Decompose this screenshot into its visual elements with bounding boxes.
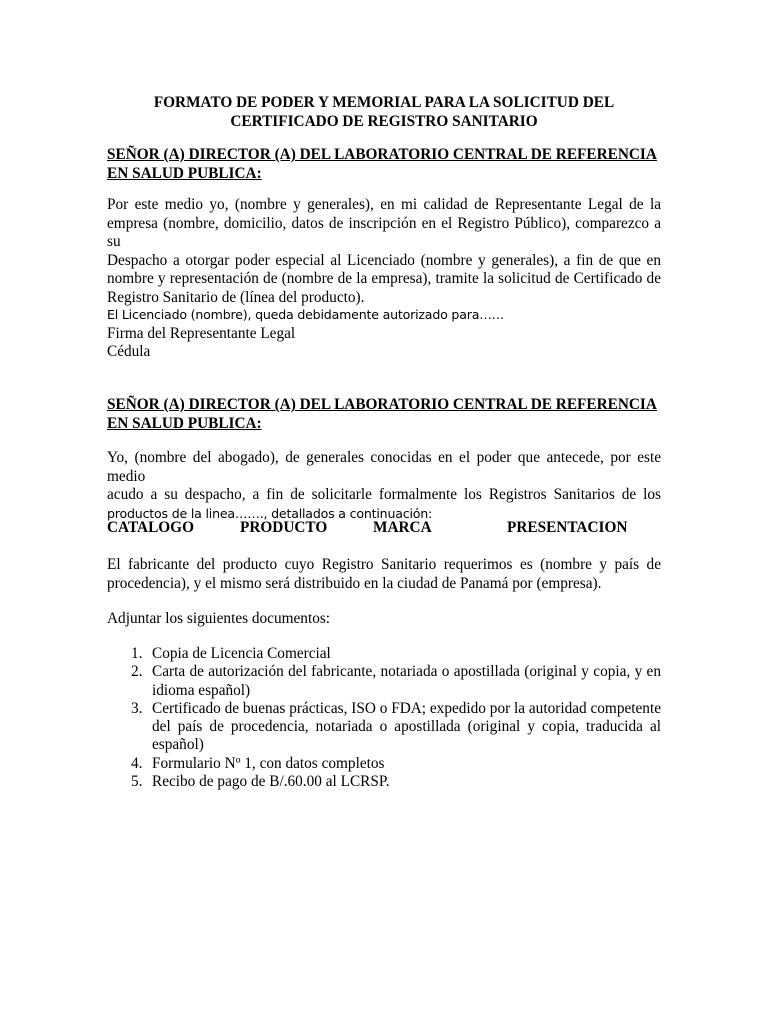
list-item-number: 3. — [131, 699, 143, 717]
attachments-intro — [107, 610, 661, 629]
product-columns-row — [107, 519, 661, 539]
documents-list — [107, 645, 661, 791]
list-item — [107, 663, 661, 700]
title-line-2: CERTIFICADO DE REGISTRO SANITARIO — [230, 112, 538, 130]
list-item — [107, 700, 661, 755]
paragraph-line: Por este medio yo, (nombre y generales), en mi calidad de Representante Legal de la — [107, 196, 661, 213]
paragraph-line: empresa (nombre, domicilio, datos de inscripción en el Registro Público), comparezco a su — [107, 214, 661, 250]
document-title — [107, 94, 661, 131]
paragraph-line: Registro Sanitario de (línea del producto). — [107, 288, 365, 306]
list-item-number: 4. — [131, 754, 143, 772]
list-item-text: Formulario Nº 1, con datos completos — [152, 754, 385, 772]
column-catalogo: CATALOGO — [107, 519, 194, 536]
paragraph-line: Despacho a otorgar poder especial al Licenciado (nombre y generales), a fin de que en — [107, 251, 661, 269]
column-presentacion: PRESENTACION — [507, 519, 628, 536]
id-label: Cédula — [107, 343, 151, 360]
signature-block — [107, 306, 661, 362]
paragraph-line: nombre y representación de (nombre de la empresa), tramite la solicitud de Certificado de — [107, 270, 661, 287]
section1-heading — [107, 146, 661, 183]
paragraph-line: productos de la linea……., detallados a continuación: — [107, 505, 433, 521]
paragraph-line: procedencia), y el mismo será distribuido en la ciudad de Panamá por (empresa). — [107, 574, 602, 592]
signature-label: Firma del Representante Legal — [107, 324, 296, 342]
paragraph-line: acudo a su despacho, a fin de solicitarle formalmente los Registros Sanitarios de los — [107, 486, 661, 503]
list-item-text: Carta de autorización del fabricante, notariada o apostillada (original y copia, y en idioma español) — [152, 663, 661, 699]
section2-heading-line-1: SEÑOR (A) DIRECTOR (A) DEL LABORATORIO CENTRAL DE REFERENCIA — [107, 396, 657, 413]
list-item-text: Certificado de buenas prácticas, ISO o FDA; expedido por la autoridad competente del país de procedencia, notariada o apostillada (original y copia, traducida al español) — [152, 699, 661, 754]
manufacturer-paragraph — [107, 556, 661, 593]
list-item-number: 5. — [131, 773, 143, 791]
list-item — [107, 755, 661, 773]
list-item-text: Copia de Licencia Comercial — [152, 645, 331, 662]
list-item-number: 2. — [131, 663, 143, 681]
attachments-intro-text: Adjuntar los siguientes documentos: — [107, 610, 331, 627]
section2-heading-line-2: EN SALUD PUBLICA: — [107, 414, 262, 432]
section1-heading-line-2: EN SALUD PUBLICA: — [107, 164, 262, 182]
title-line-1: FORMATO DE PODER Y MEMORIAL PARA LA SOLICITUD DEL — [153, 94, 615, 111]
paragraph-line: El fabricante del producto cuyo Registro Sanitario requerimos es (nombre y país de — [107, 556, 661, 573]
section2-heading — [107, 396, 661, 433]
column-marca: MARCA — [373, 519, 432, 536]
memorial-paragraph — [107, 449, 661, 523]
list-item-text: Recibo de pago de B/.60.00 al LCRSP. — [152, 773, 390, 791]
power-of-attorney-paragraph — [107, 196, 661, 307]
paragraph-line: Yo, (nombre del abogado), de generales conocidas en el poder que antecede, por este medio — [107, 449, 661, 485]
list-item-number: 1. — [131, 645, 143, 662]
list-item — [107, 773, 661, 791]
section1-heading-line-1: SEÑOR (A) DIRECTOR (A) DEL LABORATORIO CENTRAL DE REFERENCIA — [107, 146, 657, 163]
list-item — [107, 645, 661, 663]
column-producto: PRODUCTO — [240, 519, 328, 536]
authorization-text: El Licenciado (nombre), queda debidamente autorizado para…… — [107, 307, 505, 322]
